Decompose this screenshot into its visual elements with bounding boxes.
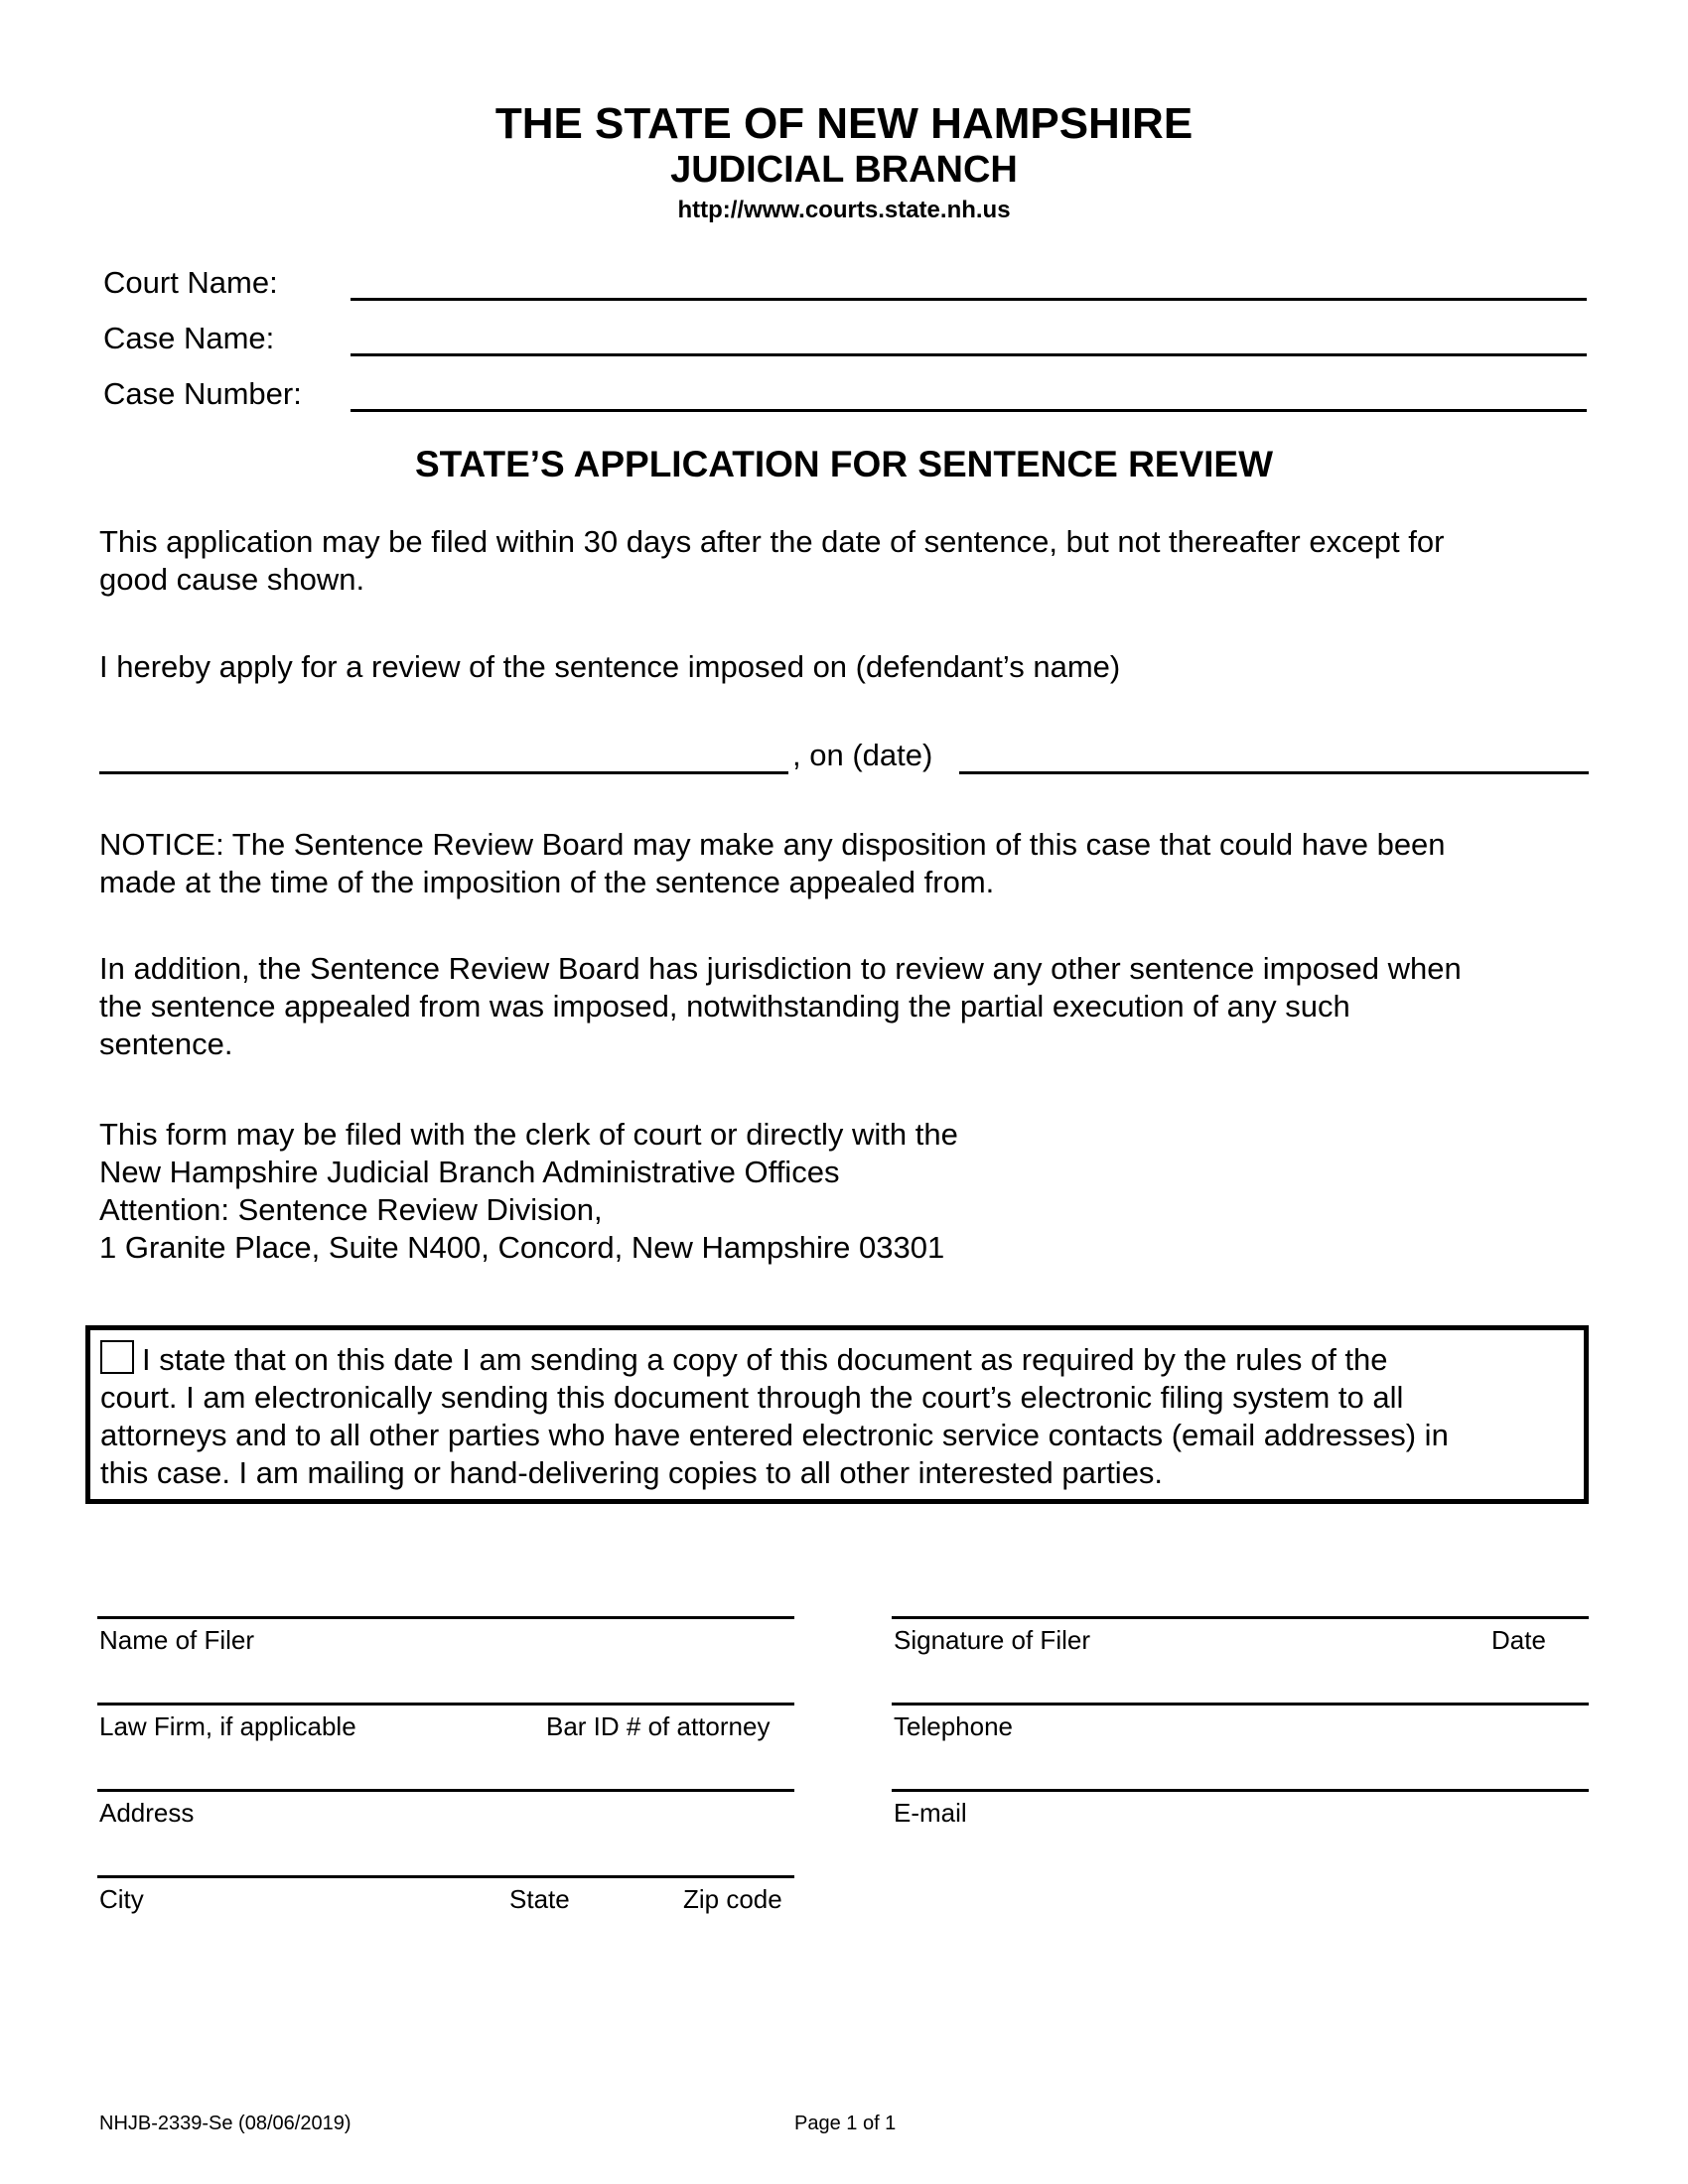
telephone-label: Telephone	[894, 1711, 1013, 1741]
law-firm-field[interactable]	[97, 1703, 794, 1706]
notice-line-1: NOTICE: The Sentence Review Board may make any disposition of this case that could have been	[99, 827, 1446, 862]
email-label: E-mail	[894, 1798, 967, 1828]
jurisdiction-line-3: sentence.	[99, 1026, 233, 1061]
certification-checkbox[interactable]	[100, 1340, 134, 1374]
filing-deadline-line-1: This application may be filed within 30 days after the date of sentence, but not thereafter except for	[99, 524, 1445, 559]
name-of-filer-label: Name of Filer	[99, 1625, 255, 1655]
filing-line-2: New Hampshire Judicial Branch Administrative Offices	[99, 1155, 840, 1189]
zip-code-label: Zip code	[683, 1884, 782, 1914]
jurisdiction-paragraph	[99, 950, 1609, 1063]
header-branch: JUDICIAL BRANCH	[670, 149, 1018, 191]
city-state-zip-field[interactable]	[97, 1875, 794, 1878]
law-firm-label: Law Firm, if applicable	[99, 1711, 356, 1741]
court-name-label: Court Name:	[103, 265, 278, 300]
case-number-field[interactable]	[351, 409, 1587, 412]
header-url[interactable]: http://www.courts.state.nh.us	[677, 197, 1011, 223]
name-of-filer-field[interactable]	[97, 1616, 794, 1619]
apply-statement: I hereby apply for a review of the sentence imposed on (defendant’s name)	[99, 649, 1121, 684]
filing-line-4: 1 Granite Place, Suite N400, Concord, New Hampshire 03301	[99, 1230, 945, 1265]
case-number-label: Case Number:	[103, 376, 302, 411]
certification-text	[100, 1340, 1580, 1492]
email-field[interactable]	[892, 1789, 1589, 1792]
city-label: City	[99, 1884, 144, 1914]
case-name-field[interactable]	[351, 353, 1587, 356]
certification-line-2: court. I am electronically sending this document through the court’s electronic filing system to all	[100, 1380, 1404, 1415]
bar-id-label: Bar ID # of attorney	[546, 1711, 771, 1741]
date-label: Date	[1491, 1625, 1546, 1655]
header-state: THE STATE OF NEW HAMPSHIRE	[494, 99, 1194, 148]
telephone-field[interactable]	[892, 1703, 1589, 1706]
filing-deadline-line-2: good cause shown.	[99, 562, 365, 597]
jurisdiction-line-2: the sentence appealed from was imposed, notwithstanding the partial execution of any such	[99, 989, 1350, 1024]
defendant-name-field[interactable]	[99, 771, 788, 774]
certification-line-3: attorneys and to all other parties who have entered electronic service contacts (email addresses) in	[100, 1418, 1449, 1452]
case-name-label: Case Name:	[103, 321, 275, 355]
sentence-date-field[interactable]	[959, 771, 1589, 774]
page-number: Page 1 of 1	[794, 2113, 897, 2134]
notice-line-2: made at the time of the imposition of the sentence appealed from.	[99, 865, 995, 899]
state-label: State	[509, 1884, 570, 1914]
signature-of-filer-field[interactable]	[892, 1616, 1589, 1619]
filing-deadline-paragraph	[99, 523, 1599, 599]
filing-line-1: This form may be filed with the clerk of court or directly with the	[99, 1117, 958, 1152]
court-name-field[interactable]	[351, 298, 1587, 301]
signature-of-filer-label: Signature of Filer	[894, 1625, 1090, 1655]
filing-address-paragraph	[99, 1116, 1489, 1267]
address-field[interactable]	[97, 1789, 794, 1792]
form-title: STATE’S APPLICATION FOR SENTENCE REVIEW	[414, 444, 1274, 484]
filing-line-3: Attention: Sentence Review Division,	[99, 1192, 603, 1227]
notice-paragraph	[99, 826, 1599, 901]
on-date-label: , on (date)	[792, 738, 933, 772]
certification-line-4: this case. I am mailing or hand-delivering copies to all other interested parties.	[100, 1455, 1164, 1490]
jurisdiction-line-1: In addition, the Sentence Review Board has jurisdiction to review any other sentence imposed when	[99, 951, 1462, 986]
form-id: NHJB-2339-Se (08/06/2019)	[99, 2113, 352, 2134]
certification-line-1: I state that on this date I am sending a copy of this document as required by the rules of the	[142, 1342, 1388, 1377]
address-label: Address	[99, 1798, 195, 1828]
